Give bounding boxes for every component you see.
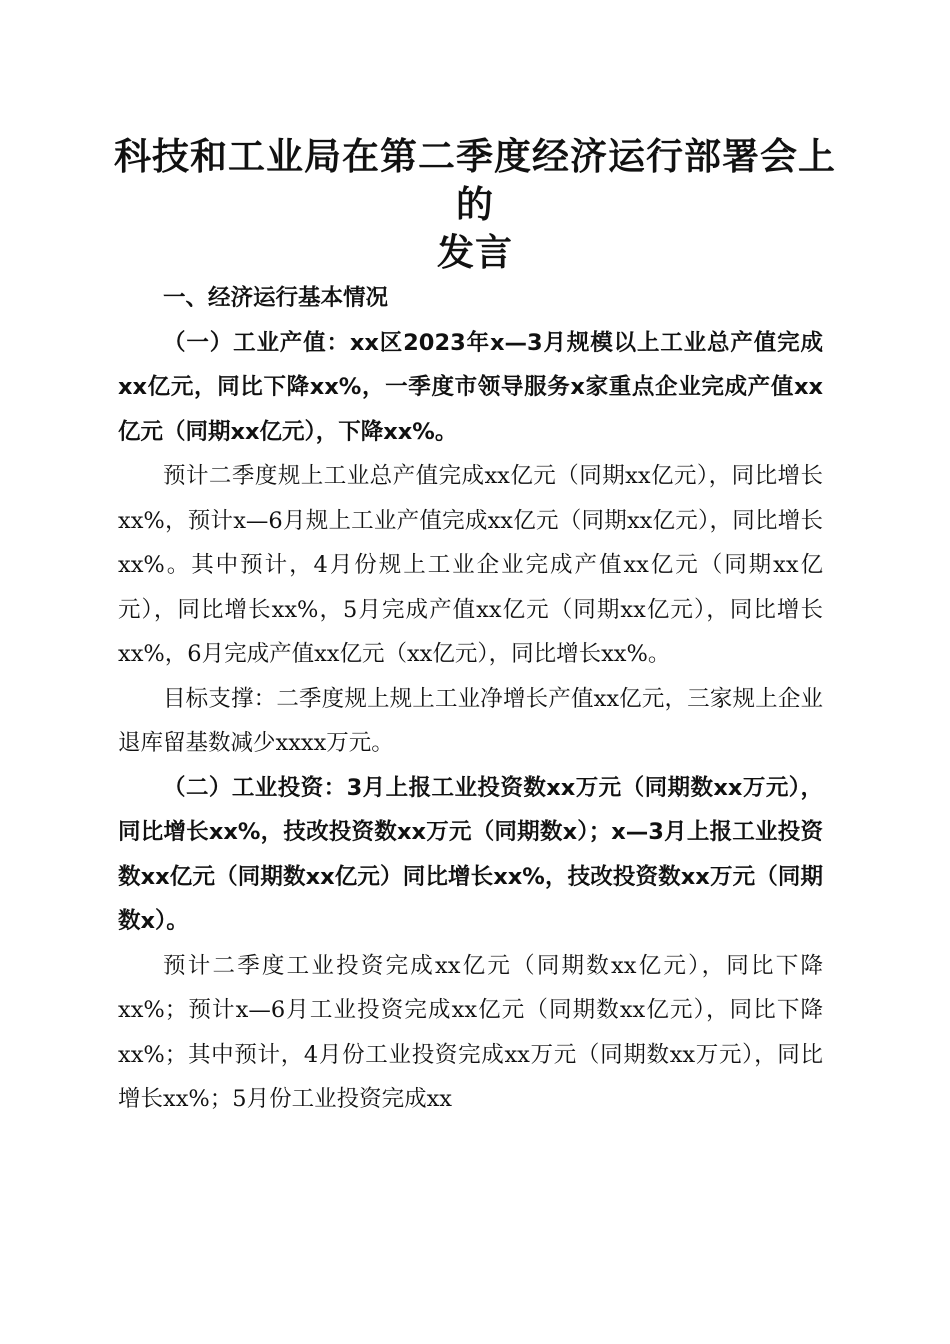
paragraph-output-forecast: 预计二季度规上工业总产值完成xx亿元（同期xx亿元），同比增长xx%，预计x—6月规上工业产值完成xx亿元（同期xx亿元），同比增长xx%。其中预计，4月份规上工业企业完成产值xx亿元（同期xx亿元），同比增长xx%，5月完成产值xx亿元（同期xx亿元），同比增长xx%，6月完成产值xx亿元（xx亿元），同比增长xx%。 xyxy=(118,463,823,667)
paragraph-industrial-investment: （二）工业投资：3月上报工业投资数xx万元（同期数xx万元），同比增长xx%，技改投资数xx万元（同期数x）；x—3月上报工业投资数xx亿元（同期数xx亿元）同比增长xx%，技改投资数xx万元（同期数x）。 xyxy=(118,774,823,934)
title-line-1: 科技和工业局在第二季度经济运行部署会上的 xyxy=(114,134,836,226)
document-title xyxy=(110,132,840,276)
document-body xyxy=(118,276,823,1122)
paragraph-target-support: 目标支撑：二季度规上规上工业净增长产值xx亿元，三家规上企业退库留基数减少xxxx万元。 xyxy=(118,685,823,756)
paragraph-industrial-output: （一）工业产值：xx区2023年x—3月规模以上工业总产值完成xx亿元，同比下降xx%，一季度市领导服务x家重点企业完成产值xx亿元（同期xx亿元），下降xx%。 xyxy=(118,329,823,445)
paragraph-investment-forecast: 预计二季度工业投资完成xx亿元（同期数xx亿元），同比下降xx%；预计x—6月工业投资完成xx亿元（同期数xx亿元），同比下降xx%；其中预计，4月份工业投资完成xx万元（同期数xx万元），同比增长xx%；5月份工业投资完成xx xyxy=(118,952,823,1112)
title-line-2: 发言 xyxy=(437,230,513,274)
section-heading: 一、经济运行基本情况 xyxy=(163,285,389,311)
